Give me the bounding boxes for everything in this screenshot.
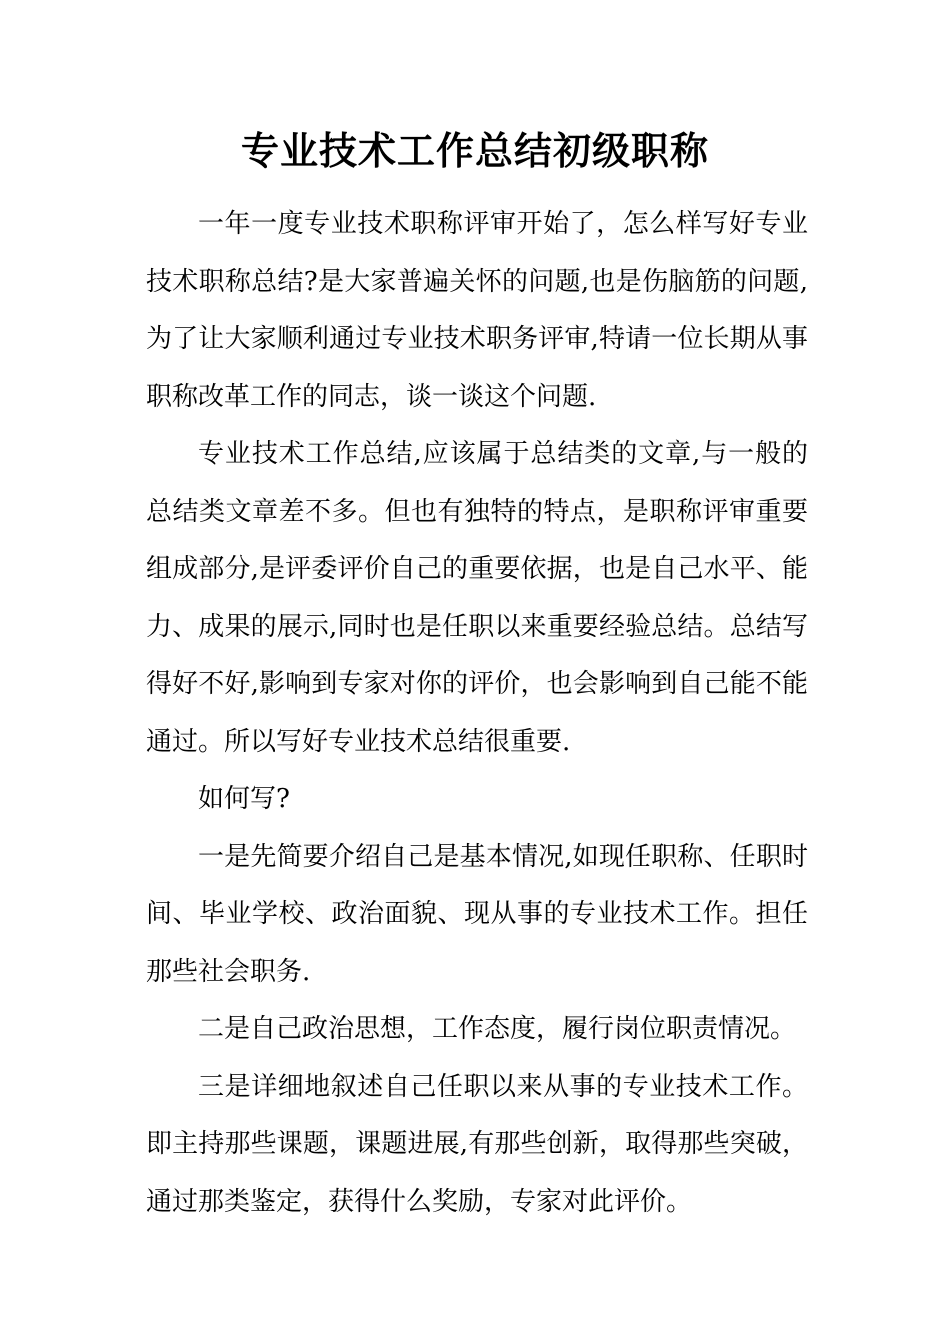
paragraph-point-one: 一是先简要介绍自己是基本情况,如现任职称、任职时间、毕业学校、政治面貌、现从事的专业技术工作。担任那些社会职务. (146, 841, 808, 987)
paragraph-how-to-write: 如何写? (198, 784, 290, 814)
paragraph-point-two: 二是自己政治思想，工作态度，履行岗位职责情况。 (198, 1014, 797, 1044)
paragraph-point-three: 三是详细地叙述自己任职以来从事的专业技术工作。即主持那些课题，课题进展,有那些创新，取得那些突破，通过那类鉴定，获得什么奖励，专家对此评价。 (146, 1071, 808, 1217)
document-title: 专业技术工作总结初级职称 (240, 129, 709, 173)
document-body (146, 196, 808, 1231)
paragraph-intro: 一年一度专业技术职称评审开始了，怎么样写好专业技术职称总结?是大家普遍关怀的问题,也是伤脑筋的问题,为了让大家顺利通过专业技术职务评审,特请一位长期从事职称改革工作的同志，谈一谈这个问题. (146, 209, 808, 412)
paragraph-summary-nature: 专业技术工作总结,应该属于总结类的文章,与一般的总结类文章差不多。但也有独特的特点，是职称评审重要组成部分,是评委评价自己的重要依据，也是自己水平、能力、成果的展示,同时也是任职以来重要经验总结。总结写得好不好,影响到专家对你的评价，也会影响到自己能不能通过。所以写好专业技术总结很重要. (146, 439, 808, 757)
